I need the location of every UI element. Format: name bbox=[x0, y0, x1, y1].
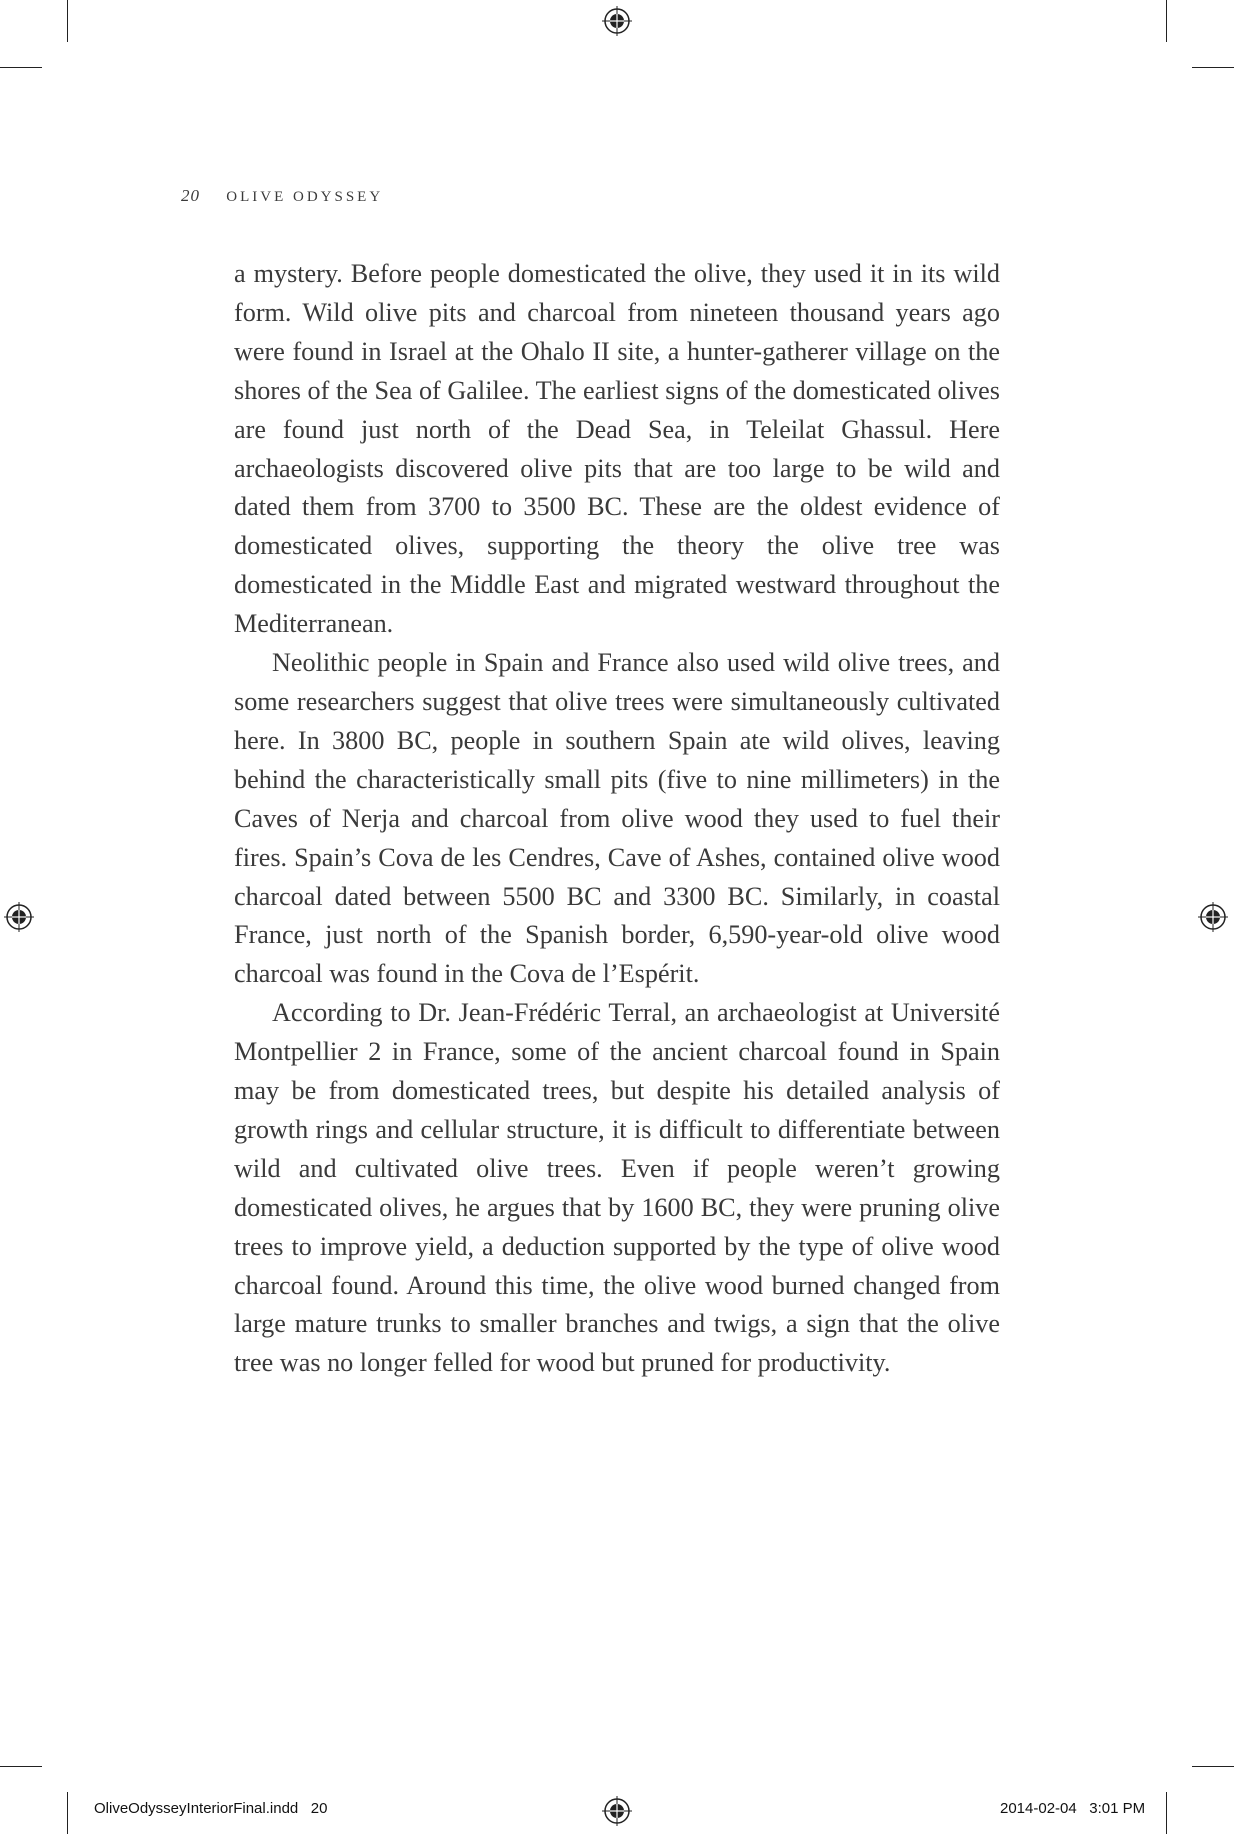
paragraph-3: According to Dr. Jean-Frédéric Terral, an archaeologist at Université Montpellier 2 in France, some of the ancient charcoal found in Spain may be from domesticated trees, but despite his detailed analysis of growth rings and cellular structure, it is difficult to differentiate between wild and cultivated olive trees. Even if people weren’t growing domesticated olives, he argues that by 1600 BC, they were pruning olive trees to improve yield, a deduction supported by the type of olive wood charcoal found. Around this time, the olive wood burned changed from large mature trunks to smaller branches and twigs, a sign that the olive tree was no longer felled for wood but pruned for productivity. bbox=[234, 998, 1000, 1378]
crop-mark-bottom-left-horizontal bbox=[0, 1766, 42, 1767]
crop-mark-bottom-left-vertical bbox=[67, 1792, 68, 1834]
page-number: 20 bbox=[181, 186, 200, 205]
crop-mark-top-right-vertical bbox=[1166, 0, 1167, 42]
slug-filename: OliveOdysseyInteriorFinal.indd 20 bbox=[94, 1800, 328, 1817]
crop-mark-bottom-right-vertical bbox=[1166, 1792, 1167, 1834]
registration-mark-top-icon bbox=[602, 6, 632, 36]
registration-mark-left-icon bbox=[4, 902, 34, 932]
registration-mark-right-icon bbox=[1198, 902, 1228, 932]
paragraph-2: Neolithic people in Spain and France also used wild olive trees, and some researchers suggest that olive trees were simultaneously cultivated here. In 3800 BC, people in southern Spain ate wild olives, leaving behind the characteristically small pits (five to nine millimeters) in the Caves of Nerja and charcoal from olive wood they used to fuel their fires. Spain’s Cova de les Cendres, Cave of Ashes, contained olive wood charcoal dated between 5500 BC and 3300 BC. Similarly, in coastal France, just north of the Spanish border, 6,590-year-old olive wood charcoal was found in the Cova de l’Espérit. bbox=[234, 648, 1000, 989]
paragraph-1: a mystery. Before people domesticated the olive, they used it in its wild form. Wild olive pits and charcoal from nineteen thousand years ago were found in Israel at the Ohalo II site, a hunter-gatherer village on the shores of the Sea of Galilee. The earliest signs of the domesticated olives are found just north of the Dead Sea, in Teleilat Ghassul. Here archaeologists discovered olive pits that are too large to be wild and dated them from 3700 to 3500 BC. These are the oldest evidence of domesticated olives, supporting the theory the olive tree was domesticated in the Middle East and migrated westward throughout the Mediterranean. bbox=[234, 259, 1000, 639]
crop-mark-bottom-right-horizontal bbox=[1192, 1766, 1234, 1767]
book-title: OLIVE ODYSSEY bbox=[226, 189, 384, 205]
running-head bbox=[181, 186, 383, 206]
crop-mark-top-left-vertical bbox=[67, 0, 68, 42]
crop-mark-top-right-horizontal bbox=[1192, 67, 1234, 68]
crop-mark-top-left-horizontal bbox=[0, 67, 42, 68]
slug-timestamp: 2014-02-04 3:01 PM bbox=[1000, 1800, 1146, 1817]
registration-mark-bottom-icon bbox=[602, 1796, 632, 1826]
body-text bbox=[234, 255, 1000, 1383]
